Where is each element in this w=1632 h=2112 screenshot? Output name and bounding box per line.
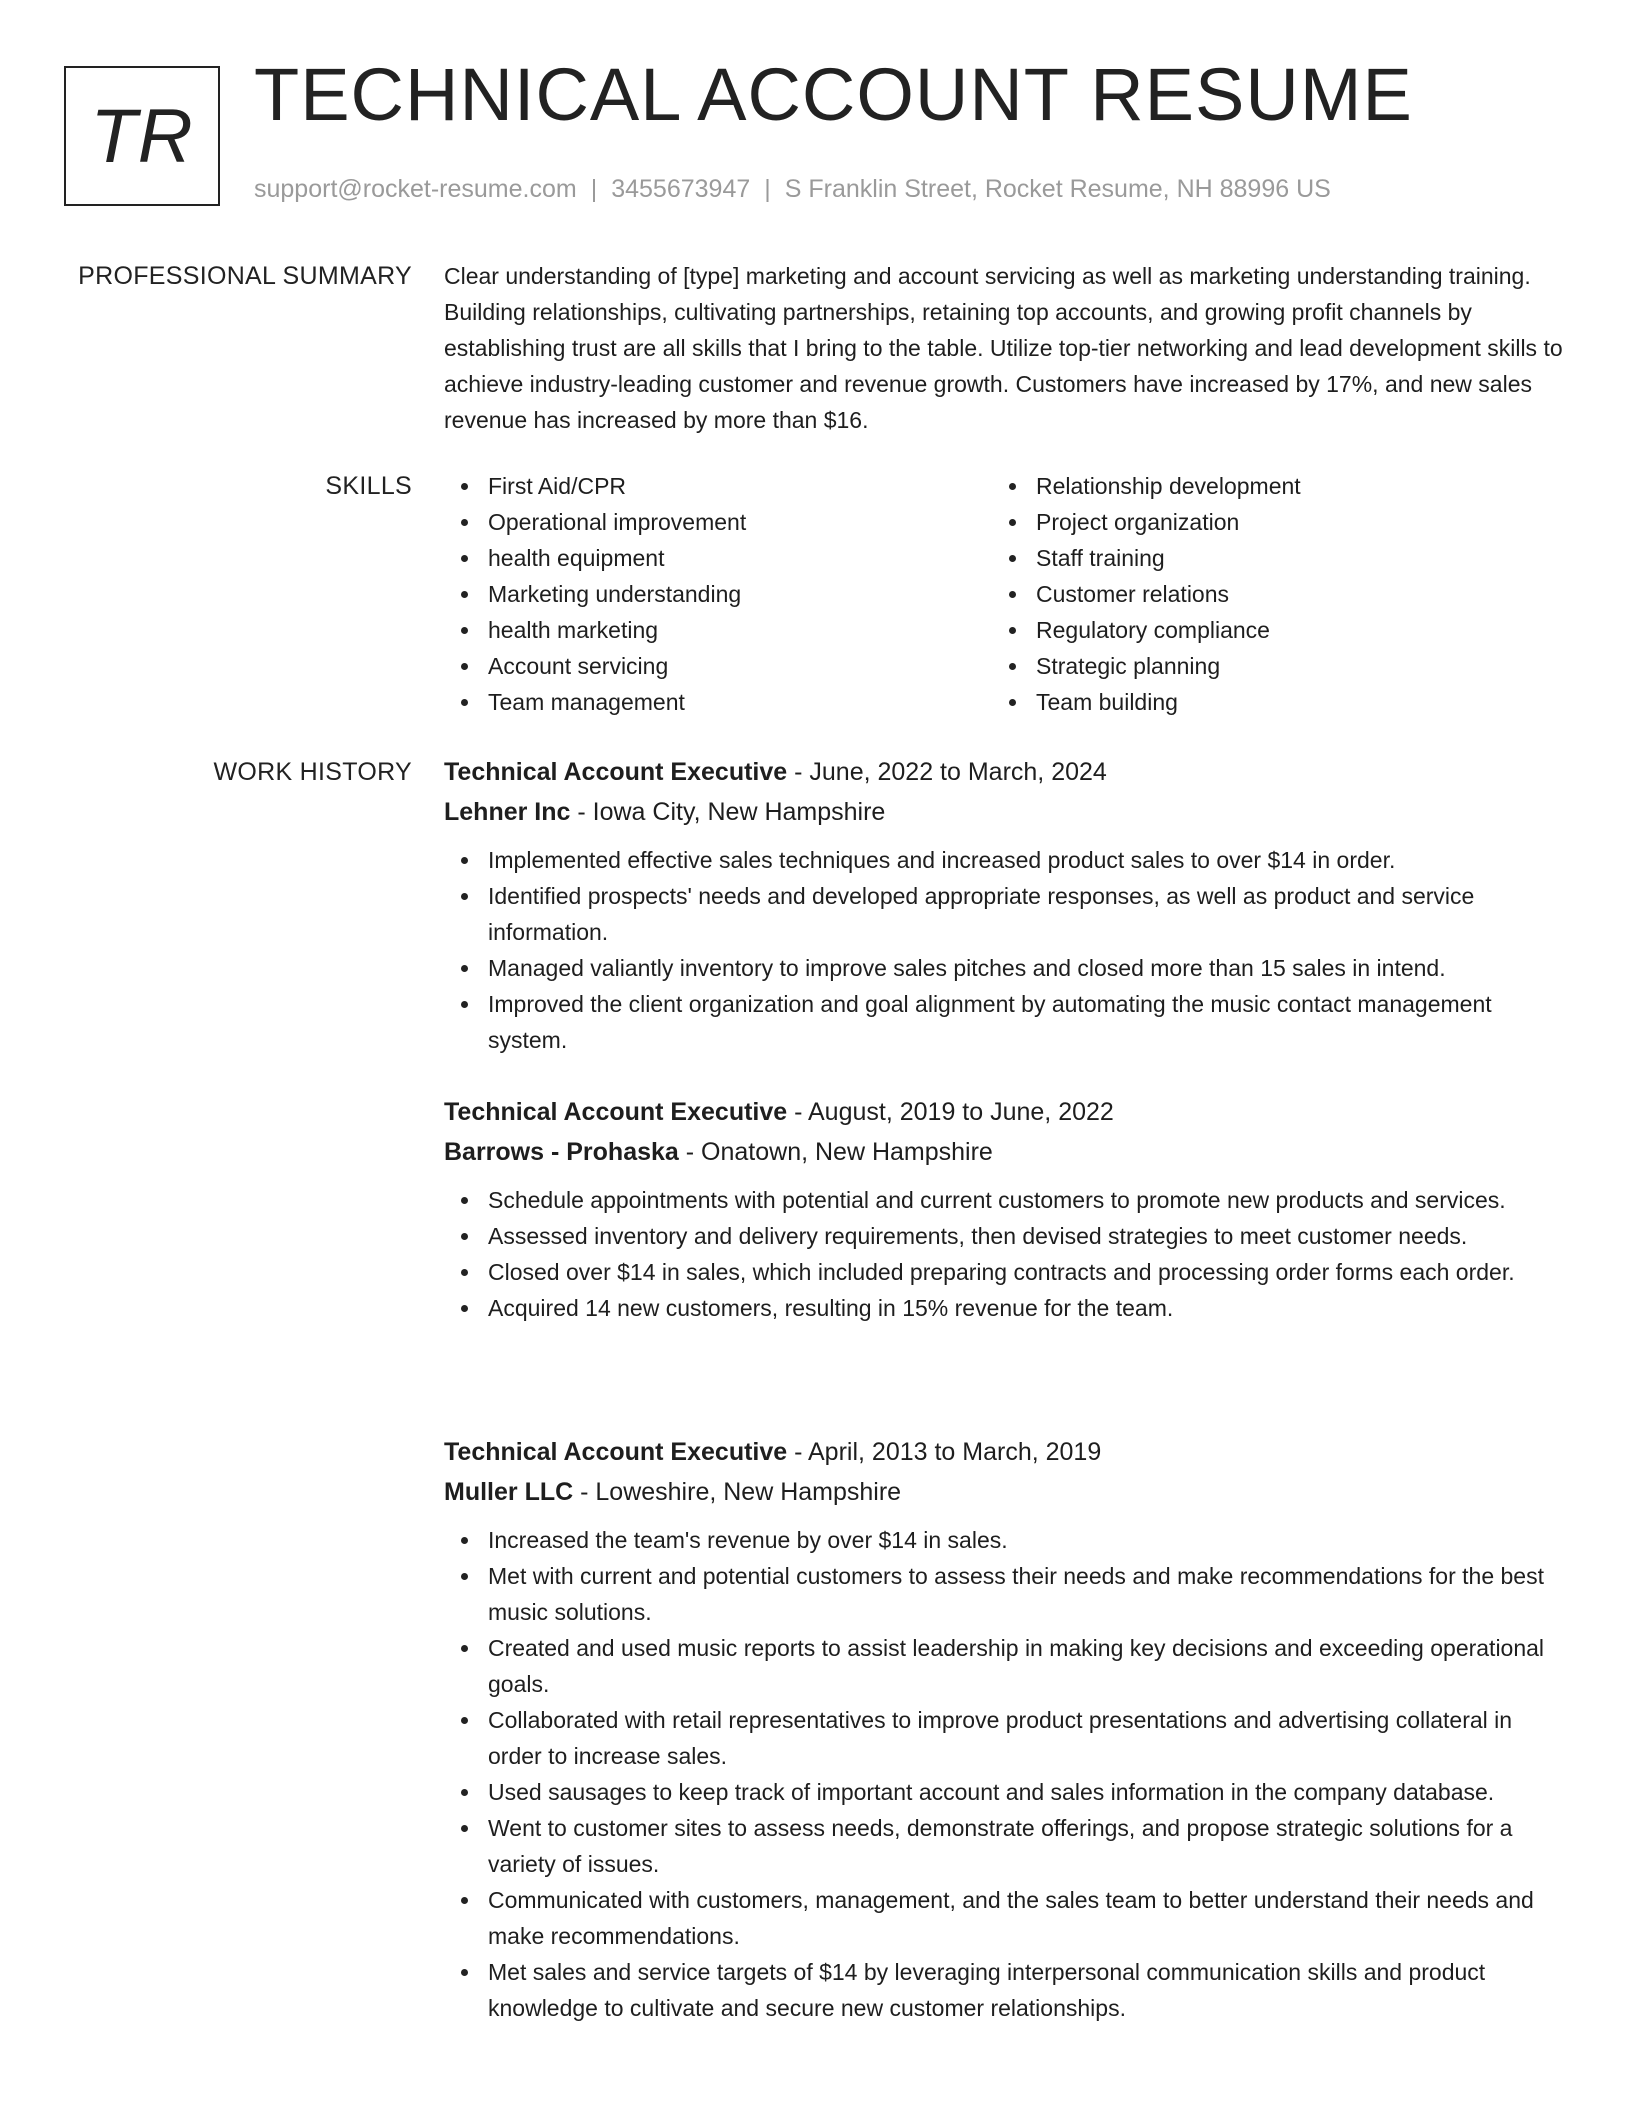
job-entry	[444, 752, 1564, 1058]
job-entry	[444, 1092, 1564, 1326]
job-bullet: Implemented effective sales techniques and increased product sales to over $14 in order.	[444, 842, 1564, 878]
skill-item: Strategic planning	[992, 648, 1540, 684]
job-bullet: Increased the team's revenue by over $14 in sales.	[444, 1522, 1564, 1558]
contact-address: S Franklin Street, Rocket Resume, NH 88996 US	[784, 175, 1331, 203]
job-company: Muller LLC	[444, 1478, 574, 1506]
skill-item: health equipment	[444, 540, 992, 576]
job-bullets	[444, 1182, 1564, 1326]
job-bullet: Acquired 14 new customers, resulting in 15% revenue for the team.	[444, 1290, 1564, 1326]
job-bullet: Used sausages to keep track of important account and sales information in the company database.	[444, 1774, 1564, 1810]
contact-phone[interactable]: 3455673947	[611, 175, 751, 203]
job-company-line	[444, 792, 1564, 832]
skills-columns	[444, 468, 1564, 720]
contact-separator: |	[764, 175, 771, 203]
skill-item: health marketing	[444, 612, 992, 648]
job-location: - Onatown, New Hampshire	[678, 1138, 993, 1166]
contact-separator: |	[590, 175, 598, 203]
section-label: SKILLS	[325, 472, 412, 500]
job-bullet: Schedule appointments with potential and current customers to promote new products and services.	[444, 1182, 1564, 1218]
skills-list-left	[444, 468, 992, 720]
job-entry	[444, 1432, 1564, 2026]
skill-item: Staff training	[992, 540, 1540, 576]
job-dates: - August, 2019 to June, 2022	[787, 1098, 1114, 1126]
skill-item: First Aid/CPR	[444, 468, 992, 504]
job-location: - Loweshire, New Hampshire	[573, 1478, 902, 1506]
job-company-line	[444, 1472, 1564, 1512]
job-bullet: Communicated with customers, management, and the sales team to better understand their needs and make recommendations.	[444, 1882, 1564, 1954]
skills-body	[444, 468, 1564, 720]
job-title-line	[444, 1092, 1564, 1132]
skill-item: Account servicing	[444, 648, 992, 684]
job-bullet: Met sales and service targets of $14 by leveraging interpersonal communication skills and product knowledge to cultivate and secure new customer relationships.	[444, 1954, 1564, 2026]
job-title: Technical Account Executive	[444, 1438, 788, 1466]
job-location: - Iowa City, New Hampshire	[570, 798, 886, 826]
job-dates: - April, 2013 to March, 2019	[787, 1438, 1102, 1466]
job-bullet: Closed over $14 in sales, which included preparing contracts and processing order forms each order.	[444, 1254, 1564, 1290]
skill-item: Project organization	[992, 504, 1540, 540]
contact-email[interactable]: support@rocket-resume.com	[254, 175, 577, 203]
skill-item: Team management	[444, 684, 992, 720]
job-company: Barrows - Prohaska	[444, 1138, 679, 1166]
job-bullet: Created and used music reports to assist leadership in making key decisions and exceeding operational goals.	[444, 1630, 1564, 1702]
job-dates: - June, 2022 to March, 2024	[787, 758, 1107, 786]
job-company-line	[444, 1132, 1564, 1172]
skill-item: Relationship development	[992, 468, 1540, 504]
job-bullet: Collaborated with retail representatives to improve product presentations and advertising collateral in order to increase sales.	[444, 1702, 1564, 1774]
job-bullet: Managed valiantly inventory to improve sales pitches and closed more than 15 sales in intend.	[444, 950, 1564, 986]
job-title-line	[444, 1432, 1564, 1472]
contact-line	[254, 175, 1331, 204]
job-bullets	[444, 1522, 1564, 2026]
summary-body	[444, 258, 1564, 438]
monogram-text: TR	[90, 93, 194, 179]
job-bullet: Met with current and potential customers to assess their needs and make recommendations for the best music solutions.	[444, 1558, 1564, 1630]
job-company: Lehner Inc	[444, 798, 571, 826]
section-label: PROFESSIONAL SUMMARY	[78, 262, 412, 290]
skill-item: Marketing understanding	[444, 576, 992, 612]
job-bullet: Improved the client organization and goal alignment by automating the music contact management system.	[444, 986, 1564, 1058]
skill-item: Team building	[992, 684, 1540, 720]
section-label: WORK HISTORY	[213, 758, 412, 786]
summary-text: Clear understanding of [type] marketing and account servicing as well as marketing understanding training. Building relationships, cultivating partnerships, retaining top accounts, and growing profit channels by establishing trust are all skills that I bring to the table. Utilize top-tier networking and lead development skills to achieve industry-leading customer and revenue growth. Customers have increased by 17%, and new sales revenue has increased by more than $16.	[444, 263, 1563, 433]
job-title: Technical Account Executive	[444, 758, 788, 786]
job-bullets	[444, 842, 1564, 1058]
job-bullet: Identified prospects' needs and developed appropriate responses, as well as product and service information.	[444, 878, 1564, 950]
skill-item: Customer relations	[992, 576, 1540, 612]
skill-item: Regulatory compliance	[992, 612, 1540, 648]
skills-list-right	[992, 468, 1540, 720]
resume-title: TECHNICAL ACCOUNT RESUME	[254, 53, 1413, 136]
job-title: Technical Account Executive	[444, 1098, 788, 1126]
job-bullet: Went to customer sites to assess needs, demonstrate offerings, and propose strategic solutions for a variety of issues.	[444, 1810, 1564, 1882]
job-bullet: Assessed inventory and delivery requirements, then devised strategies to meet customer needs.	[444, 1218, 1564, 1254]
job-title-line	[444, 752, 1564, 792]
skill-item: Operational improvement	[444, 504, 992, 540]
monogram-badge	[64, 66, 220, 206]
